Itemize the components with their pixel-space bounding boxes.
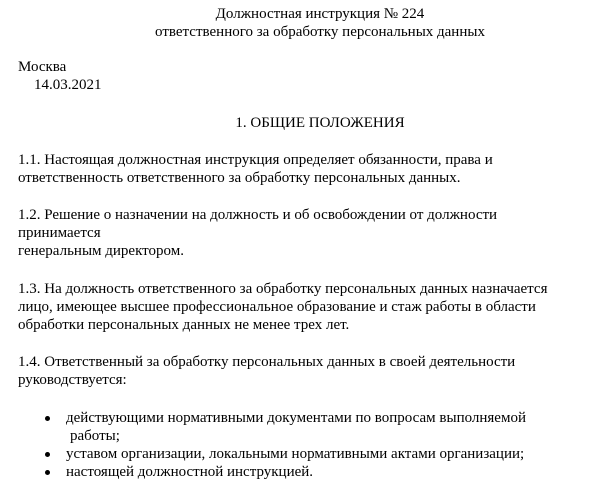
list-item <box>0 445 600 463</box>
list-item <box>0 463 600 481</box>
paragraph-1-1 <box>18 151 588 187</box>
paragraph-line: 1.4. Ответственный за обработку персональных данных в своей деятельности <box>18 354 516 370</box>
bullet-icon <box>45 416 50 421</box>
list-item-line: действующими нормативными документами по вопросам выполняемой <box>66 410 526 426</box>
list-item-line: уставом организации, локальными нормативными актами организации; <box>66 446 525 462</box>
paragraph-line: 1.2. Решение о назначении на должность и об освобождении от должности <box>18 207 498 223</box>
paragraph-line: ответственность ответственного за обработку персональных данных. <box>18 170 461 186</box>
section-heading: 1. ОБЩИЕ ПОЛОЖЕНИЯ <box>235 115 405 131</box>
paragraph-1-3 <box>18 280 588 334</box>
list-item-line: работы; <box>70 428 120 444</box>
paragraph-line: генеральным директором. <box>18 243 184 259</box>
paragraph-line: 1.1. Настоящая должностная инструкция определяет обязанности, права и <box>18 152 493 168</box>
paragraph-line: обработки персональных данных не менее трех лет. <box>18 317 350 333</box>
paragraph-line: руководствуется: <box>18 372 127 388</box>
paragraph-line: 1.3. На должность ответственного за обработку персональных данных назначается <box>18 281 548 297</box>
paragraph-1-2 <box>18 206 588 260</box>
document-date: 14.03.2021 <box>34 77 102 93</box>
document-city: Москва <box>18 59 67 75</box>
bullet-icon <box>45 452 50 457</box>
document-title-block <box>0 5 600 41</box>
paragraph-line: лицо, имеющее высшее профессиональное образование и стаж работы в области <box>18 299 536 315</box>
list-item-line: настоящей должностной инструкцией. <box>66 464 314 480</box>
list-item <box>0 409 600 445</box>
paragraph-1-4 <box>18 353 588 389</box>
bullet-icon <box>45 470 50 475</box>
guidance-list <box>0 409 600 481</box>
paragraph-line: принимается <box>18 225 101 241</box>
document-subtitle: ответственного за обработку персональных данных <box>155 24 485 40</box>
document-title: Должностная инструкция № 224 <box>215 6 425 22</box>
